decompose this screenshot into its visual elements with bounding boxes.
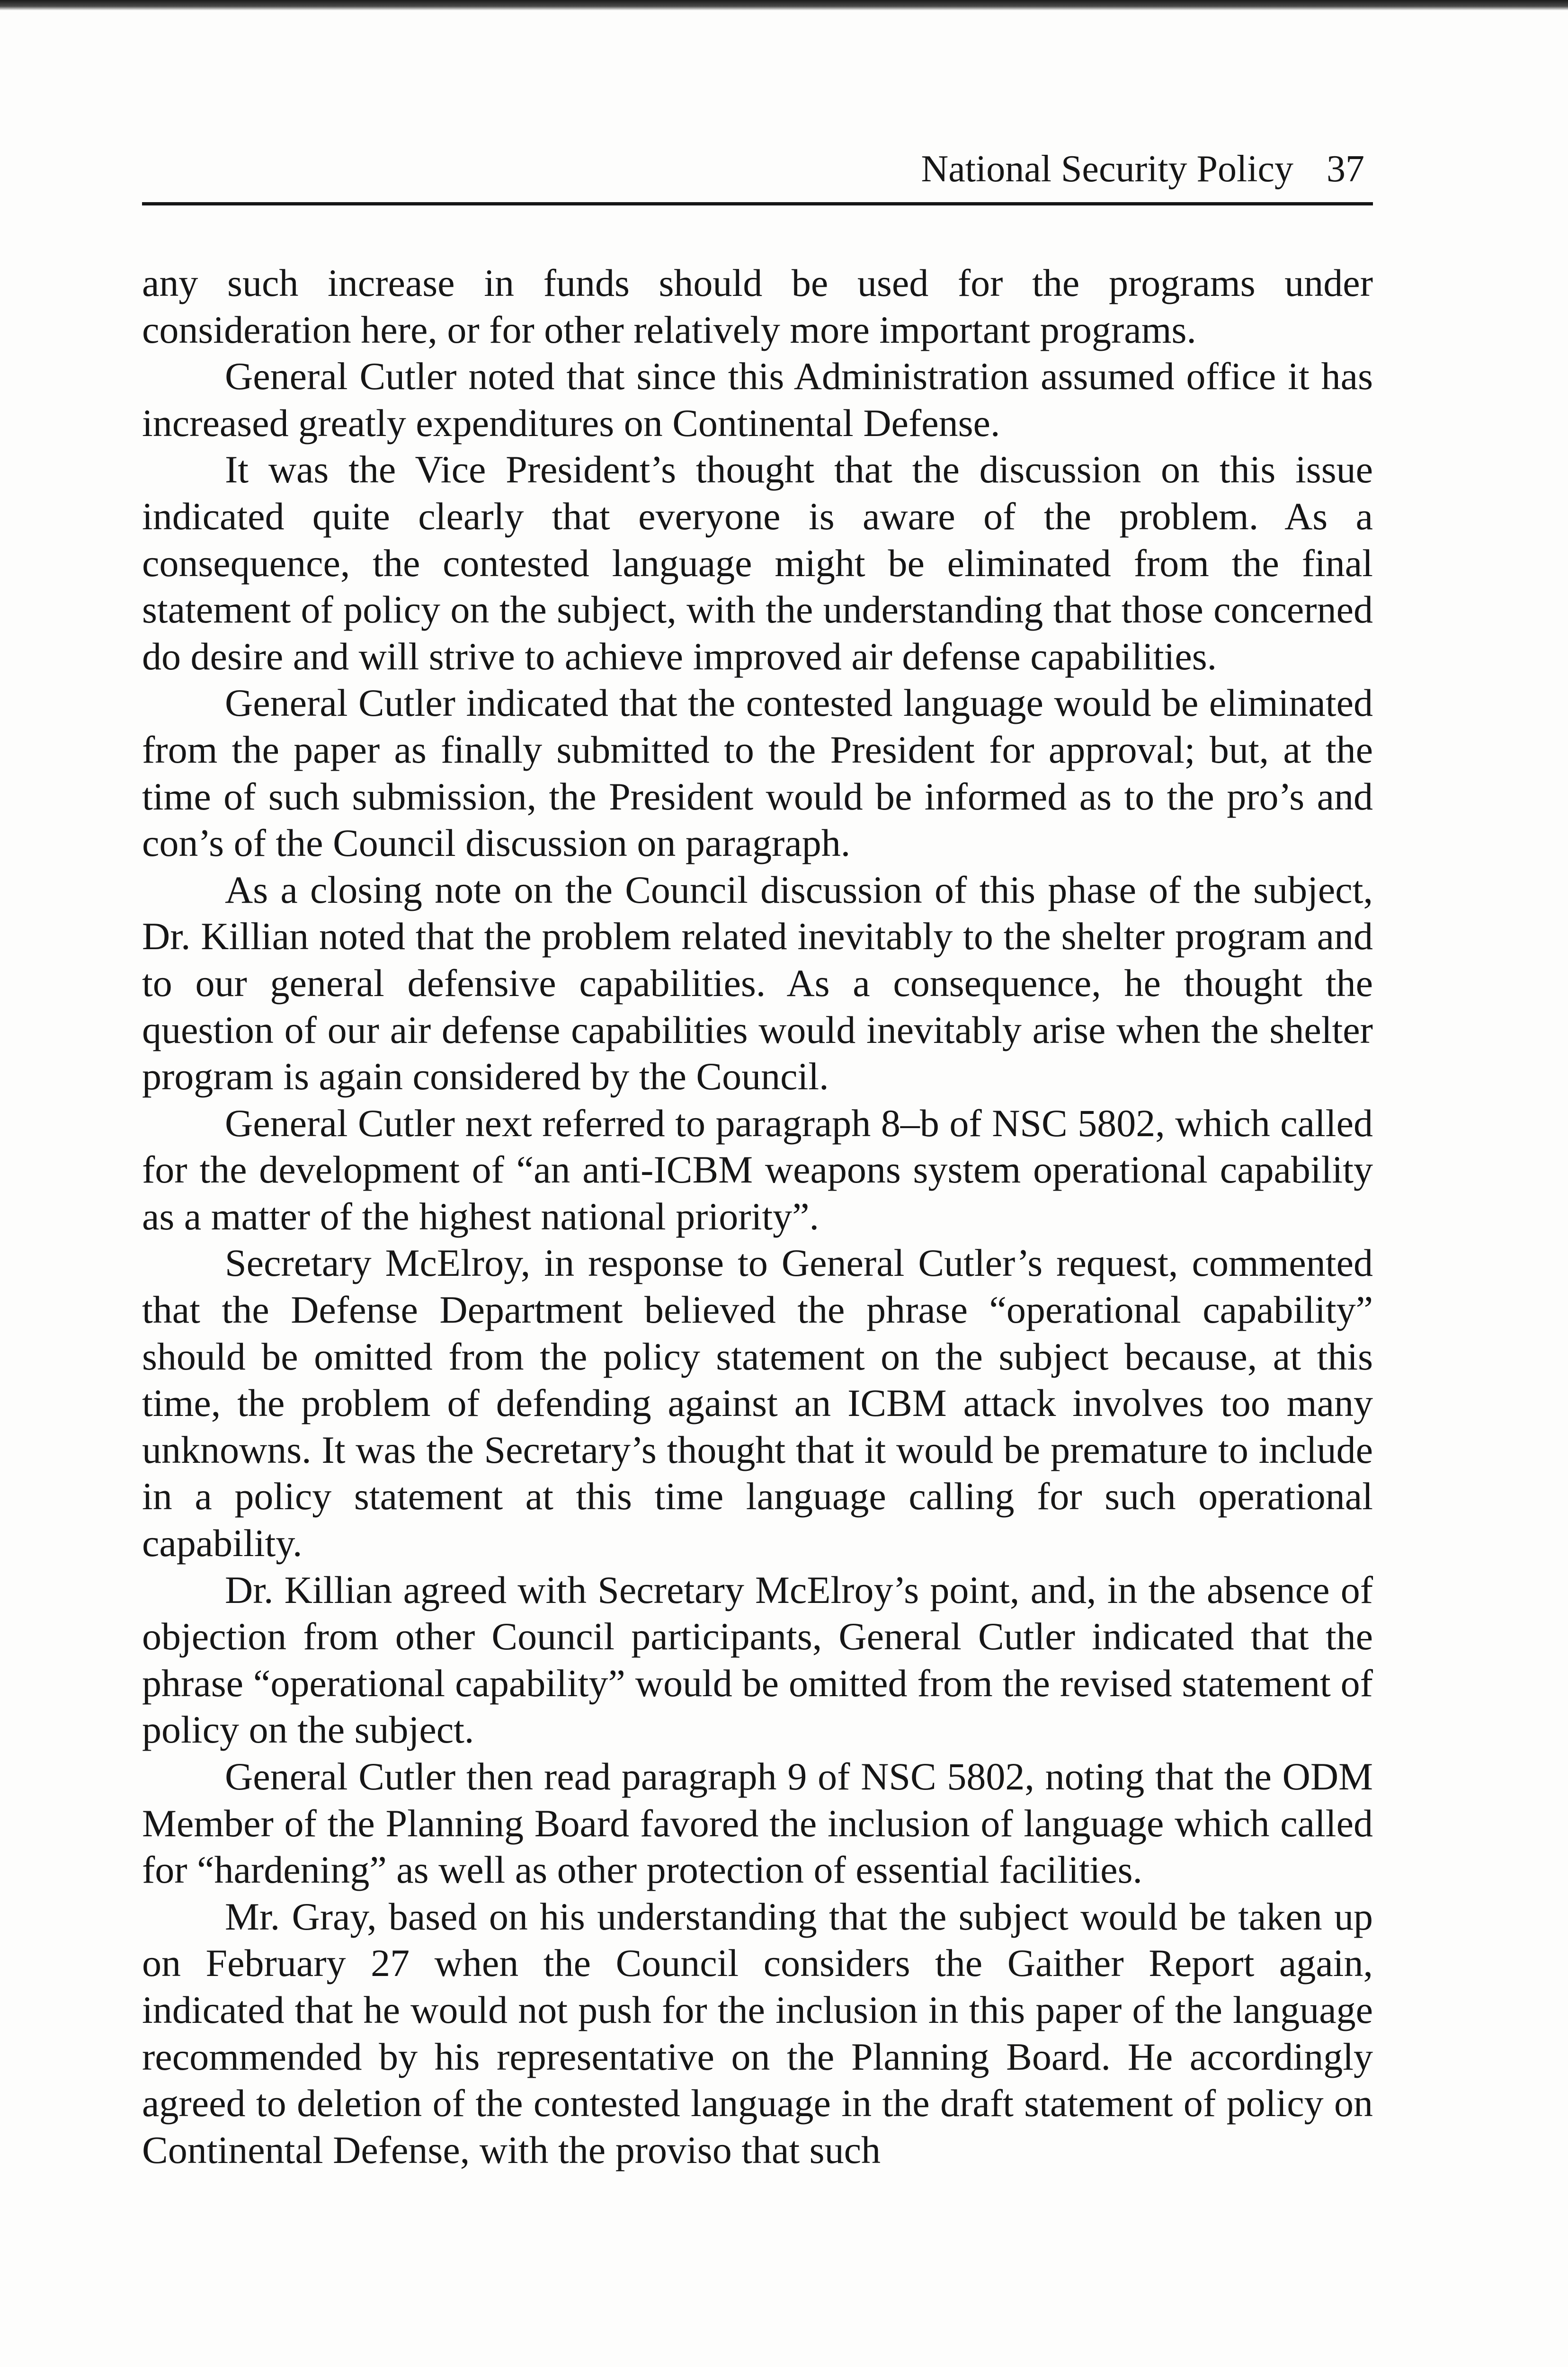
paragraph: It was the Vice President’s thought that the discussion on this issue indicated quite clearly that everyone is aware of the problem. As a consequence, the contested language might be eliminated from the final statement of policy on the subject, with the understanding that those concerned do desire and will strive to achieve improved air defense capabilities.: [142, 448, 1373, 678]
paragraph: Secretary McElroy, in response to General Cutler’s request, commented that the Defense Department believed the phrase “operational capability” should be omitted from the policy statement on the subject because, at this time, the problem of defending against an ICBM attack involves too many unknowns. It was the Secretary’s thought that it would be premature to include in a policy statement at this time language calling for such operational capability.: [142, 1241, 1373, 1565]
header-rule: [142, 202, 1373, 205]
paragraph: General Cutler indicated that the contested language would be eliminated from the paper as finally submitted to the President for approval; but, at the time of such submission, the President would be informed as to the pro’s and con’s of the Council discussion on paragraph.: [142, 681, 1373, 865]
paragraph: As a closing note on the Council discussion of this phase of the subject, Dr. Killian noted that the problem related inevitably to the shelter program and to our general defensive capabilities. As a consequence, he thought the question of our air defense capabilities would inevitably arise when the shelter program is again considered by the Council.: [142, 868, 1373, 1098]
paragraph: General Cutler then read paragraph 9 of NSC 5802, noting that the ODM Member of the Planning Board favored the inclusion of language which called for “hardening” as well as other protection of essential facilities.: [142, 1755, 1373, 1892]
paragraph: General Cutler noted that since this Administration assumed office it has increased greatly expenditures on Continental Defense.: [142, 355, 1373, 445]
page-number: 37: [1327, 148, 1364, 190]
document-page: [142, 142, 1373, 2173]
running-title: National Security Policy: [921, 148, 1293, 190]
scan-top-edge: [0, 0, 1568, 10]
paragraph-continued: any such increase in funds should be used for the programs under consideration here, or for other relatively more important programs.: [142, 261, 1373, 351]
paragraph: General Cutler next referred to paragraph 8–b of NSC 5802, which called for the development of “an anti-ICBM weapons system operational capability as a matter of the highest national priority”.: [142, 1101, 1373, 1238]
body-text: [142, 260, 1373, 2173]
paragraph: Mr. Gray, based on his understanding that the subject would be taken up on February 27 when the Council considers the Gaither Report again, indicated that he would not push for the inclusion in this paper of the language recommended by his representative on the Planning Board. He accordingly agreed to deletion of the contested language in the draft statement of policy on Continental Defense, with the proviso that such: [142, 1895, 1373, 2171]
paragraph: Dr. Killian agreed with Secretary McElroy’s point, and, in the absence of objection from other Council participants, General Cutler indicated that the phrase “operational capability” would be omitted from the revised statement of policy on the subject.: [142, 1568, 1373, 1752]
running-header: [142, 142, 1373, 196]
